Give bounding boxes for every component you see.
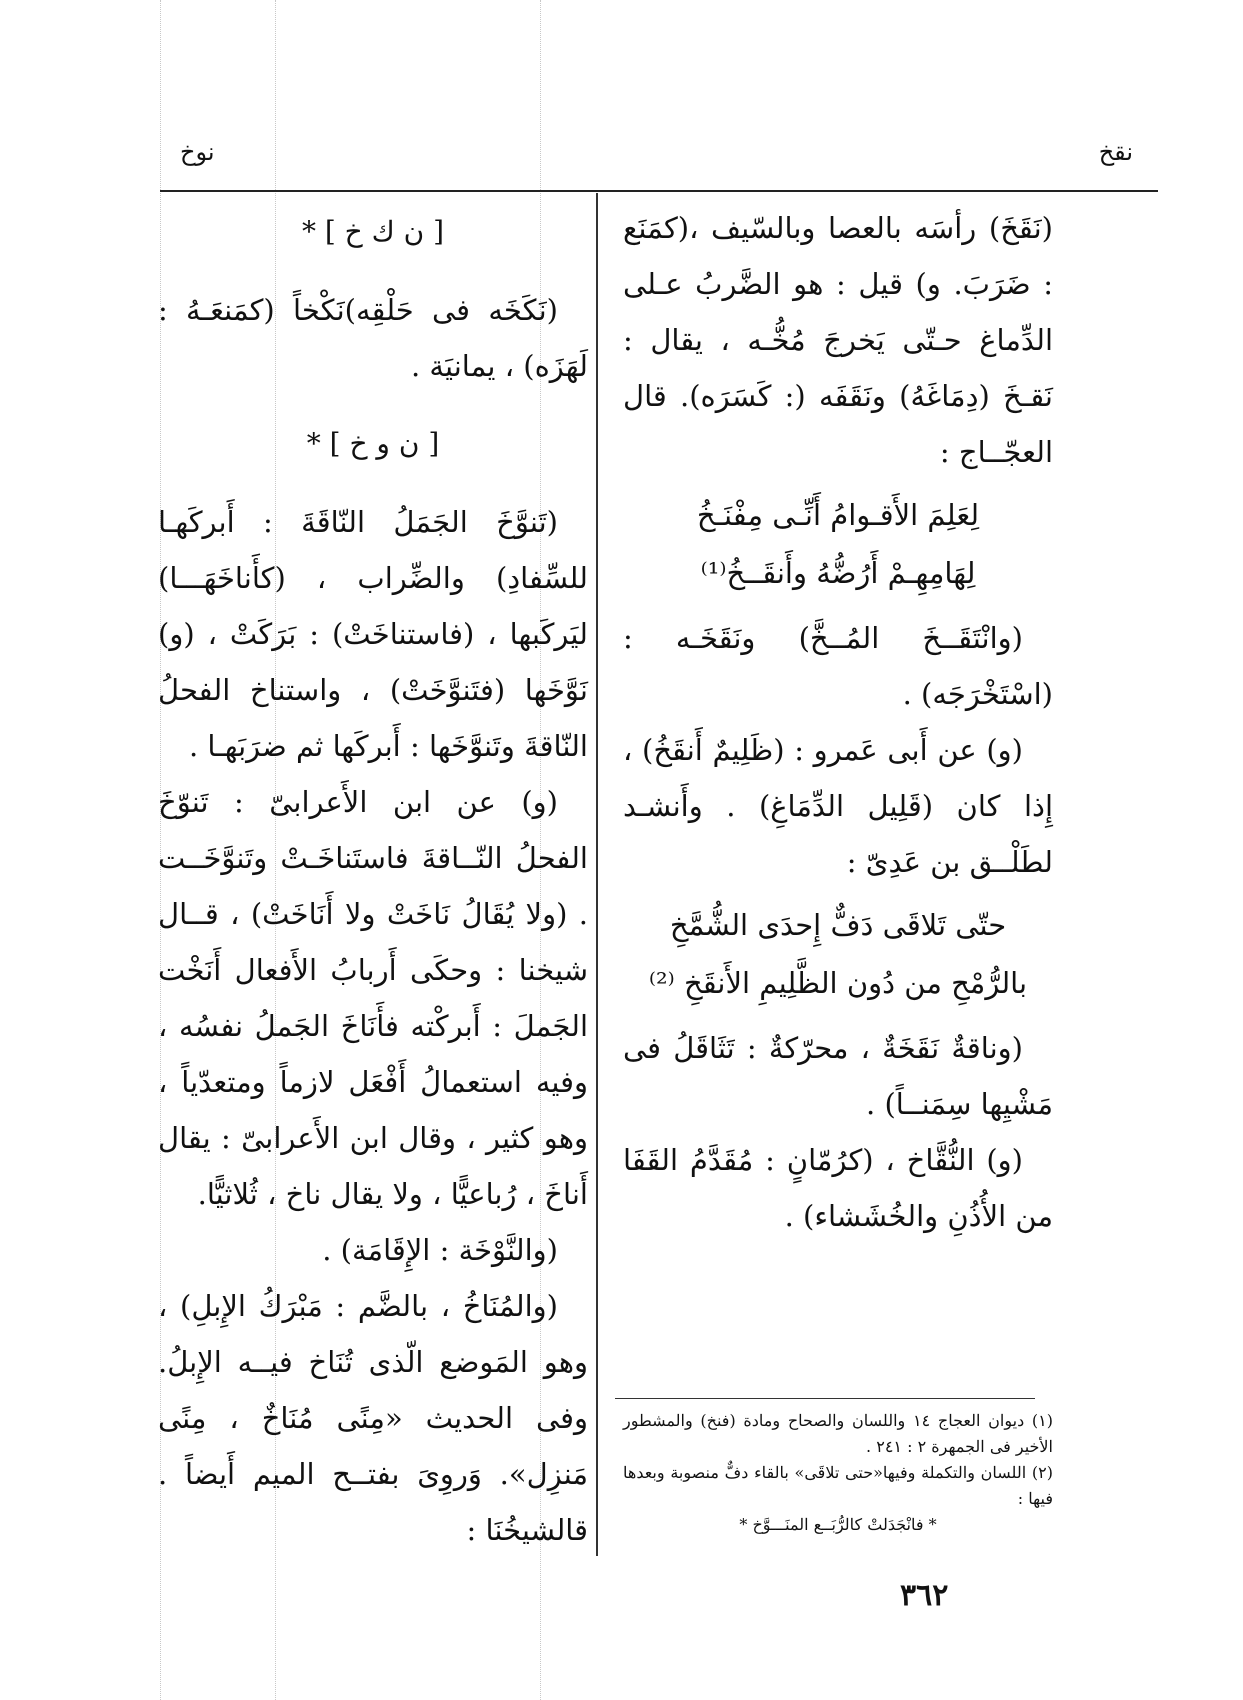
verse-line: لِعَلِمَ الأَقـوامُ أَنِّـى مِفْنَـخُ: [696, 498, 980, 532]
footnote: (٢) اللسان والتكملة وفيها«حتى تلاقَى» بالقاء دفٌّ منصوبة وبعدها فيها :: [623, 1463, 1053, 1508]
page-number: ٣٦٢: [900, 1578, 949, 1613]
header-rule: [160, 190, 1158, 192]
entry-paragraph: (نَكَخَه فى حَلْقِه)نَكْخاً (كمَنعَـهُ : لَهَزَه) ، يمانيَة .: [158, 293, 588, 383]
entry-paragraph: (والمُنَاخُ ، بالضَّم : مَبْرَكُ الإِبلِ) ، وهو المَوضع الّذى تُنَاخ فيــه الإِبلُ. وفى الحديث «مِنًى مُنَاخٌ ، مِنًى مَنزِل». وَروِىَ بفتــح الميم أَيضاً . قالشيخُنَا :: [158, 1289, 588, 1547]
footnote: (١) ديوان العجاج ١٤ واللسان والصحاح ومادة (فنخ) والمشطور الأخير فى الجمهرة ٢ : ٢٤١ .: [623, 1411, 1054, 1456]
verse-line: لِهَامِهِـمْ أَرُضُّهُ وأَنقَــخُ⁽¹⁾: [700, 556, 976, 590]
entry-paragraph: (وانْتَقَــخَ المُــخَّ) ونَقَخَـه : (اسْتَخْرَجَه) .: [623, 621, 1053, 711]
page-header: [170, 138, 1133, 178]
verse-line: بالرُّمْحِ من دُون الظَّلِيمِ الأَنقَخِ ⁽²⁾: [648, 966, 1028, 1000]
entry-paragraph: (و) النُّقَّاخ ، (كرُمّانٍ : مُقَدَّمُ القَفَا من الأُذُنِ والخُشَشاء) .: [623, 1143, 1053, 1233]
header-word-left: نوخ: [180, 138, 215, 166]
entry-paragraph: (و) عن أَبى عَمرو : (ظَلِيمٌ أَنقَخُ) ، إِذا كان (قَلِيل الدِّمَاغِ) . وأَنشـد لطَلْــق بن عَدِىّ :: [623, 733, 1053, 879]
verse-block: [623, 896, 1053, 1012]
root-heading: [ ن ك خ ] *: [301, 215, 445, 248]
footnotes: [623, 1408, 1053, 1538]
footnote-rule: [615, 1398, 1035, 1399]
verse-block: [623, 486, 1053, 602]
left-column: [158, 200, 588, 1558]
verse-line: حتّى تَلاقَى دَفٌّ إِحدَى الشُّمَّخِ: [669, 908, 1007, 942]
column-divider: [596, 193, 598, 1556]
entry-paragraph: (و) عن ابن الأَعرابىّ : تَنوّخَ الفحلُ النّــاقةَ فاستَناخَـتْ وتَنوَّخَــت . (ولا يُقَالُ نَاخَتْ ولا أَنَاخَتْ) ، قــال شيخنا : وحكَى أَربابُ الأَفعال أَنَخْت الجَملَ : أَبركْته فأَنَاخَ الجَملُ نفسُه ، وفيه استعمالُ أَفْعَل لازماً ومتعدّياً ، وهو كثير ، وقال ابن الأَعرابىّ : يقال أَناخَ ، رُباعيًّا ، ولا يقال ناخ ، ثُلاثيًّا.: [158, 785, 588, 1211]
entry-paragraph: (تَنوَّخَ الجَمَلُ النّاقَةَ : أَبركَهـا للسِّفادِ) والضِّراب ، (كأَناخَهَـــا) ليَركَبها ، (فاستناخَتْ) : بَرَكَتْ ، (و) نَوَّخَها (فتَنوَّخَتْ) ، واستناخ الفحلُ النّاقةَ وتَنوَّخَها : أَبركَها ثم ضرَبَهـا .: [158, 505, 588, 763]
entry-paragraph: (وناقةٌ نَقَخَةٌ ، محرّكةٌ : تَثَاقَلُ فى مَشْيِها سِمَنــاً) .: [623, 1031, 1053, 1121]
footnote-verse: * فانْجَدَلتْ كالرُّبَــع المنَـــوَّخ *: [739, 1515, 937, 1534]
header-word-right: نقخ: [1098, 138, 1133, 166]
entry-paragraph: (نَقَخَ) رأسَه بالعصا وبالسّيف ،(كمَنَع : ضَرَبَ. و) قيل : هو الضَّربُ عـلى الدِّماغ حـتّى يَخرجَ مُخُّـه ، يقال : نَقـخَ (دِمَاغَهُ) ونَقَفَه (: كَسَرَه). قال العجّــاج :: [623, 211, 1053, 469]
right-column: [623, 200, 1053, 1244]
entry-paragraph: (والنَّوْخَة : الإِقَامَة) .: [322, 1233, 558, 1267]
root-heading: [ ن و خ ] *: [306, 427, 440, 460]
